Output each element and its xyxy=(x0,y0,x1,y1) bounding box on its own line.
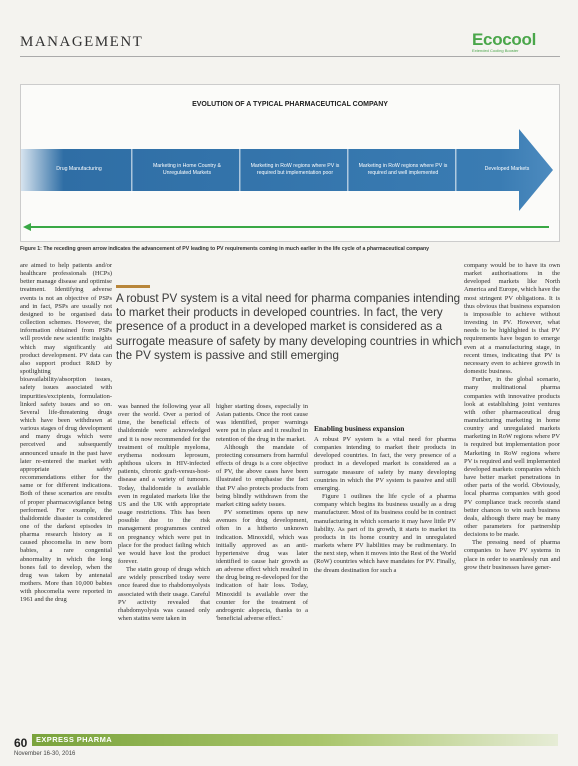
figure-caption: Figure 1: The receding green arrow indicates the advancement of PV leading to PV requirements coming in much earlier in the life cycle of a pharmaceutical company xyxy=(20,246,430,252)
stage-row-poor: Marketing in RoW regions where PV is required but implementation poor xyxy=(250,162,340,176)
column-1 xyxy=(20,262,112,605)
col2-paragraph-1: was banned the following year all over the world. Over a period of time, the beneficial effects of thalidomide were acknowledged and it is now recommended for the treatment of multiple myeloma, erythema nodosum leprosum, aphthous ulcers in HIV-infected patients, chronic graft-versus-host-disease and a variety of tumours. Today, thalidomide is available even in regulated markets like the US and the UK with appropriate usage restrictions. This has been possible due to the risk management programmes centred on pregnancy which were put in place for the product failing which we would have lost the product forever. xyxy=(118,403,210,565)
publication-name: EXPRESS PHARMA xyxy=(36,735,113,744)
col3-paragraph-3: PV sometimes opens up new avenues for drug development, often in a hitherto unknown indication. Minoxidil, which was initially approved as an anti-hypertensive drug was later identified to cause hair growth as an adverse effect which resulted in the drug being re-developed for the indication of hair loss. Today, Minoxidil is available over the counter for the treatment of androgenic alopecia, thanks to a 'beneficial adverse effect.' xyxy=(216,509,308,623)
col4-paragraph-1: A robust PV system is a vital need for pharma companies intending to market their products in developed countries. In fact, the very presence of a product in a developed market is considered as a surrogate measure of safety by many developing countries in which the PV system is passive and still emerging. xyxy=(314,436,456,492)
separator-2 xyxy=(239,147,241,193)
pull-quote-accent xyxy=(116,285,150,288)
column-5 xyxy=(464,262,560,572)
col5-paragraph-2: Further, in the global scenario, many multinational pharma companies with innovative products look at establishing joint ventures with other pharmaceutical drug manufacturing marketing in home country and unregulated markets marketing in RoW regions where PV is required but implementation poor Marketing in RoW regions where PV is required and well implemented developed markets companies which have better market penetrations in other parts of the world. Obviously, local pharma companies with good PV compliance track records stand better chances to win such business deals, although there may be many other parameters for partnership decisions to be made. xyxy=(464,376,560,539)
brand-logo xyxy=(472,30,562,64)
stage-row-well: Marketing in RoW regions where PV is required and well implemented xyxy=(358,162,448,176)
stage-home-country: Marketing in Home Country & Unregulated Markets xyxy=(152,162,222,176)
page-number: 60 xyxy=(14,736,28,750)
column-4 xyxy=(314,424,456,575)
col2-paragraph-2: The statin group of drugs which are widely prescribed today were once feared due to rhabdomyolysis associated with their usage. Careful PV activity revealed that rhabdomyolysis was caused only when statins were taken in xyxy=(118,566,210,623)
col3-paragraph-1: higher starting doses, especially in Asian patients. Once the root cause was identified, proper warnings were put in place and it resulted in retention of the drug in the market. xyxy=(216,403,308,443)
col5-paragraph-1: company would be to have its own market authorisations in the developed markets like North America and Europe, which have the most stringent PV obligations. It is thus obvious that business expansion is impossible to achieve without investing in PV. However, what needs to be highlighted is that PV requirements have begun to emerge even at a manufacturing stage, in recent times, indicating that PV is necessary even to achieve growth in domestic business. xyxy=(464,262,560,376)
separator-4 xyxy=(455,147,457,193)
logo-tagline: Extended Cooling Booster xyxy=(472,48,519,53)
subheading-enabling-business: Enabling business expansion xyxy=(314,424,405,433)
column-3 xyxy=(216,403,308,623)
column-2 xyxy=(118,403,210,623)
col3-paragraph-2: Although the mandate of protecting consumers from harmful effects of drugs is a core objective of PV, the above cases have been illustrated to emphasise the fact that PV also protects products from being blindly withdrawn from the market citing safety issues. xyxy=(216,443,308,508)
figure-box xyxy=(20,84,560,242)
col4-paragraph-2: Figure 1 outlines the life cycle of a pharma company which begins its business usually as a drug manufacturer. Most of its business could be in contract manufacturing in which scenario it may have little PV liability. As part of its growth, it starts to market its products in its home country and in unregulated markets where PV liabilities may be rudimentary. In the next step, when it moves into the Rest of the World (RoW) countries which have mandates for PV. Finally, the dream destination for such a xyxy=(314,493,456,574)
stage-developed-markets: Developed Markets xyxy=(484,166,530,173)
logo-name: Ecocool xyxy=(472,30,537,49)
green-arrow-head xyxy=(23,223,31,231)
pull-quote: A robust PV system is a vital need for pharma companies intending to market their products in developed countries. In fact, the very presence of a product in a developed market is considered as a surrogate measure of safety by many developing countries in which the PV system is passive and still emerging xyxy=(116,292,463,362)
section-title: MANAGEMENT xyxy=(20,34,144,50)
col1-paragraph-1: are aimed to help patients and/or healthcare professionals (HCPs) better manage disease and optimise treatment. Identifying adverse events is not an objective of PSPs and in fact, PSPs are usually not designed to be organised data collection schemes. However, the information obtained from PSPs will provide new scientific insights which may significantly aid product development. PV data can also support product R&D by spotlighting bioavailability/absorption issues, safety issues associated with impurities/excipients, formulation-linked safety issues and so on. Several life-threatening drugs which have been withdrawn at various stages of drug development and many drugs which were perceived and subsequently announced unsafe in the past have later re-entered the market with appropriate safety recommendations either for the same or for different indications. Both of these scenarios are results of proper pharmacovigilance being performed. For example, the thalidomide disaster is considered one of the darkest episodes in pharma research history as it caused phocomelia in new born babies, a rare congenital abnormality in which the long bones fail to develop, when the drug was taken by antenatal mothers. More than 10,000 babies with phocomelia were reported in 1961 and the drug xyxy=(20,262,112,604)
figure-title: EVOLUTION OF A TYPICAL PHARMACEUTICAL COMPANY xyxy=(192,101,388,108)
issue-date: November 16-30, 2016 xyxy=(14,751,76,757)
separator-1 xyxy=(131,147,133,193)
separator-3 xyxy=(347,147,349,193)
col5-paragraph-3: The pressing need of pharma companies to have PV systems in place in order to seamlessly run and grow their businesses have gener- xyxy=(464,539,560,571)
stage-drug-manufacturing: Drug Manufacturing xyxy=(56,166,102,173)
